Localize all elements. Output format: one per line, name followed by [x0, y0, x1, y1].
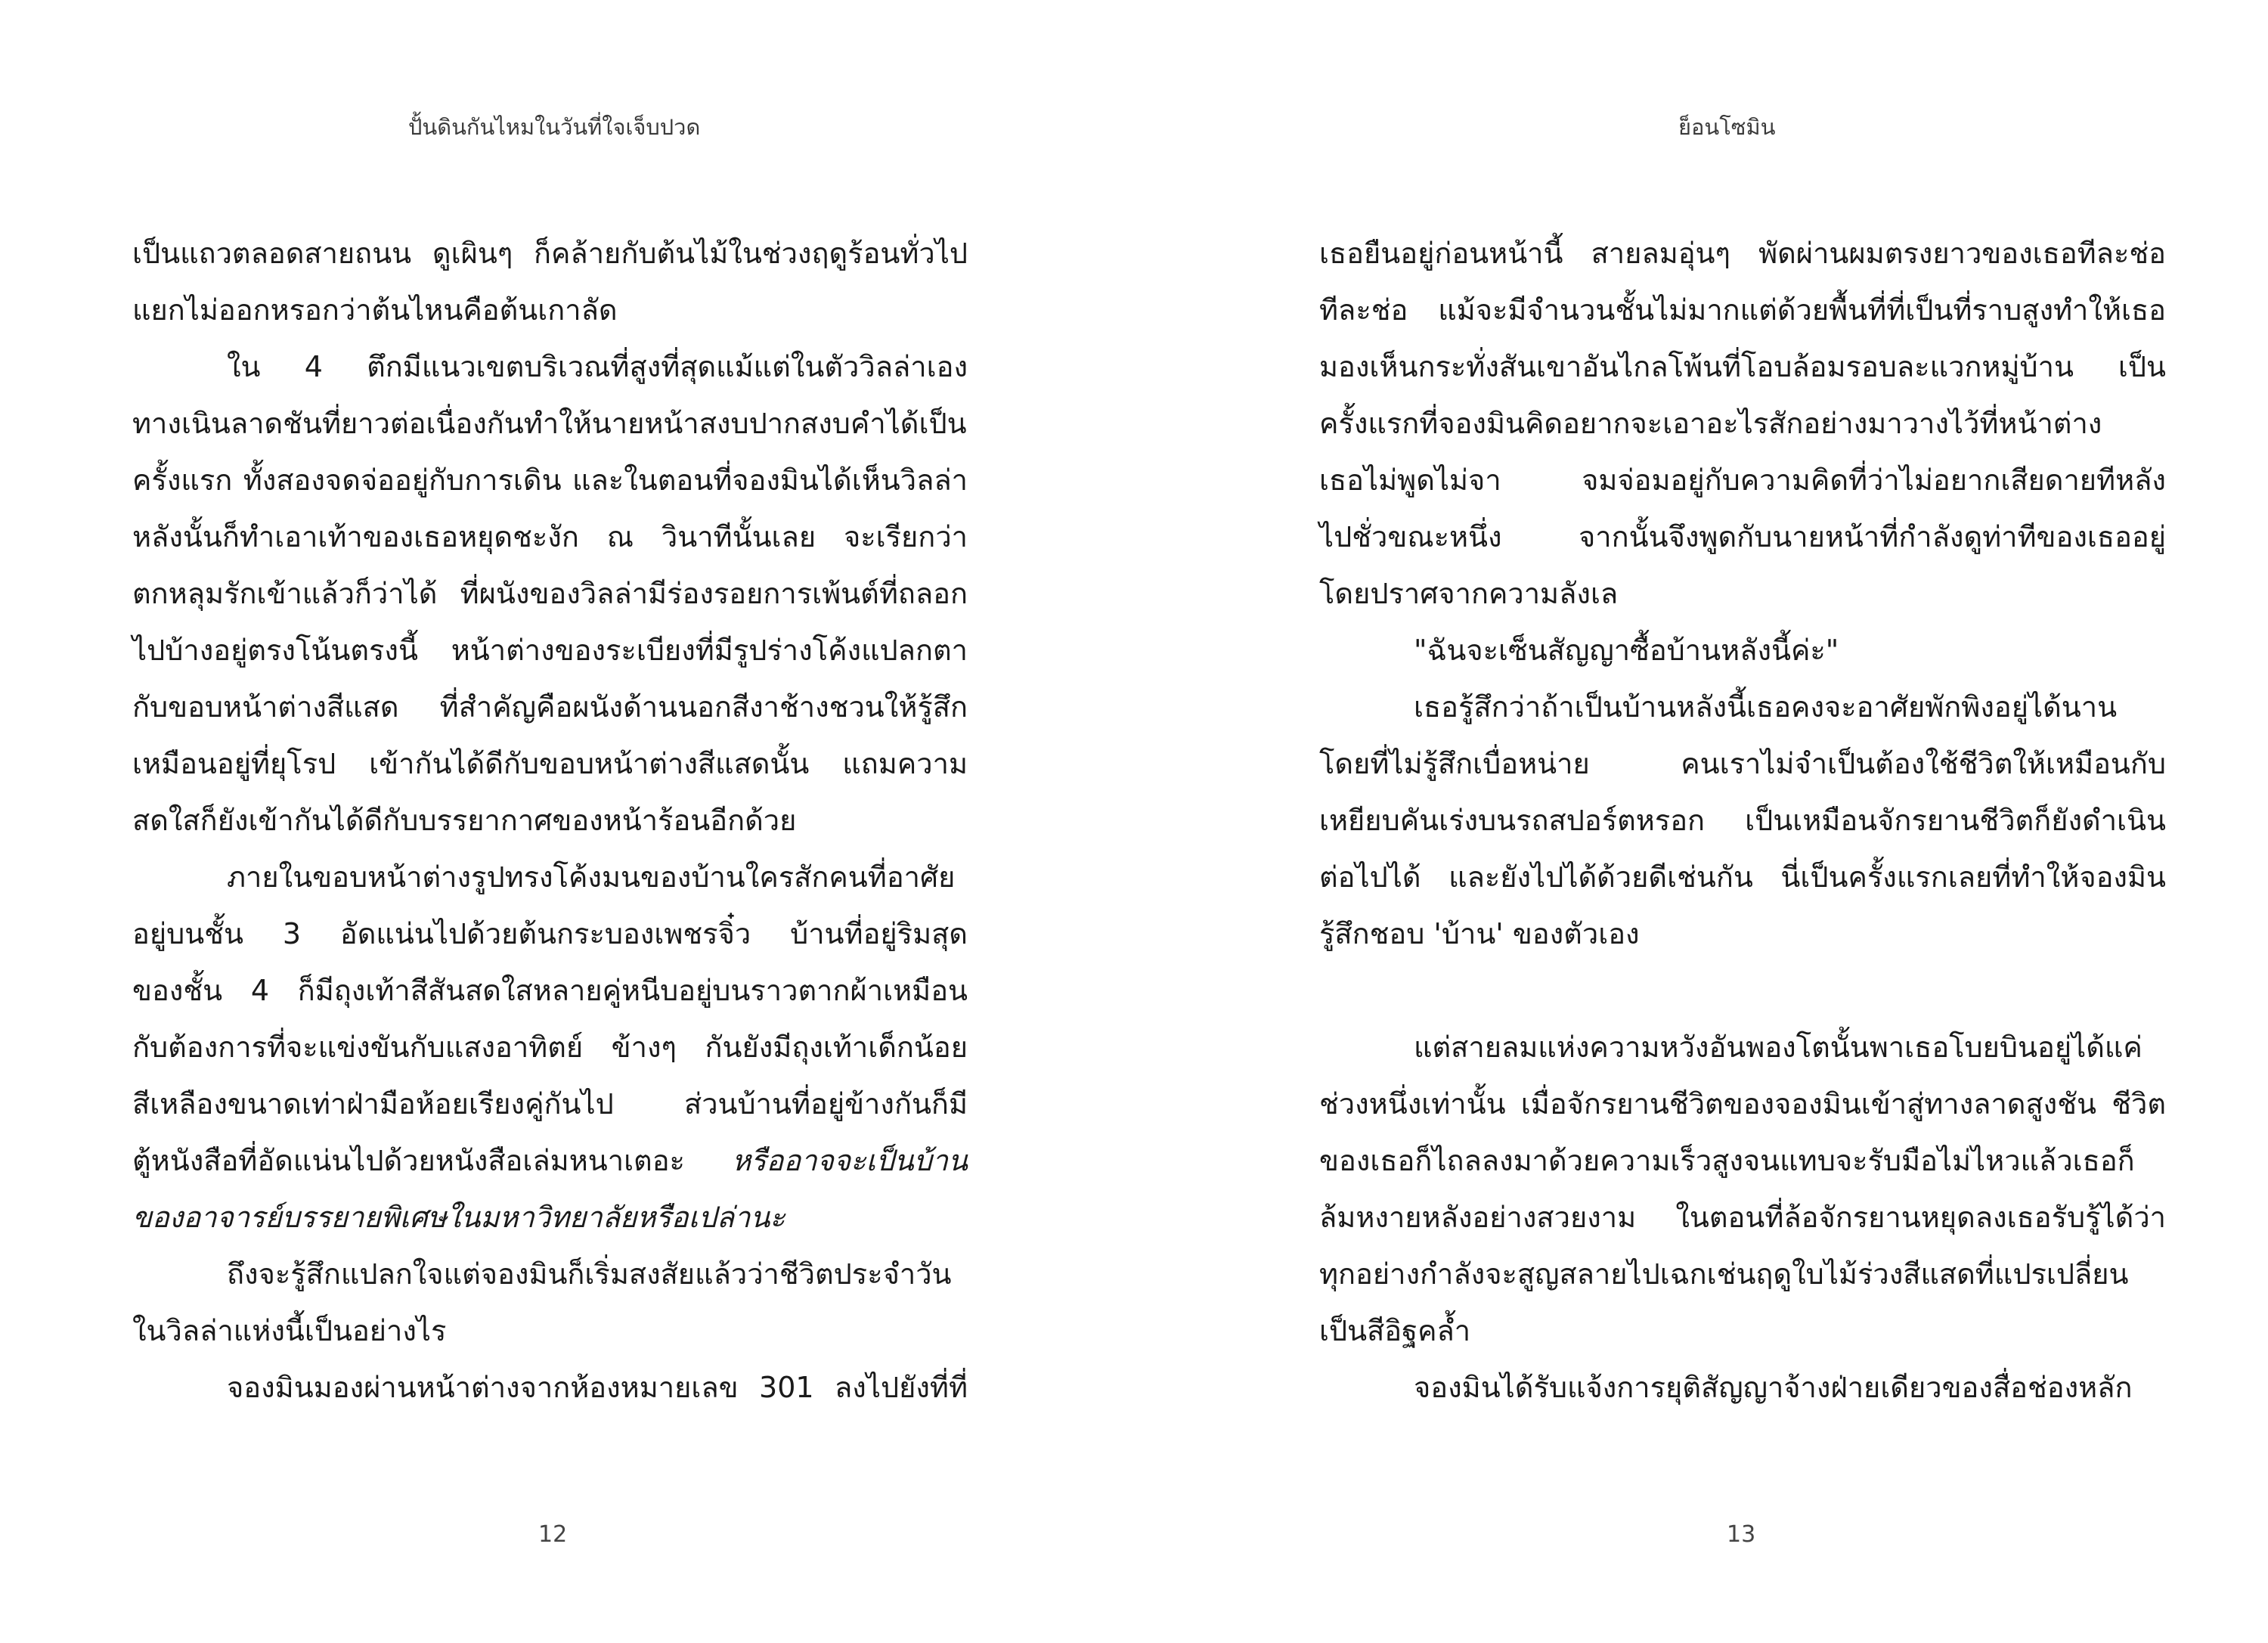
text-line: ล้มหงายหลังอย่างสวยงาม ในตอนที่ล้อจักรยานหยุดลงเธอรับรู้ได้ว่า — [1319, 1201, 2166, 1234]
text-line: ของเธอก็ไถลลงมาด้วยความเร็วสูงจนแทบจะรับมือไม่ไหวแล้วเธอก็ — [1319, 1144, 2135, 1177]
text-line: จองมินมองผ่านหน้าต่างจากห้องหมายเลข 301 ลงไปยังที่ที่ — [227, 1371, 968, 1404]
text-line: ไปชั่วขณะหนึ่ง จากนั้นจึงพูดกับนายหน้าที่กำลังดูท่าทีของเธออยู่ — [1319, 520, 2166, 553]
text-line: เป็นสีอิฐคล้ำ — [1319, 1314, 1471, 1347]
text-line: เป็นแถวตลอดสายถนน ดูเผินๆ ก็คล้ายกับต้นไม้ในช่วงฤดูร้อนทั่วไป — [132, 237, 968, 270]
dialogue-line: "ฉันจะเซ็นสัญญาซื้อบ้านหลังนี้ค่ะ" — [1414, 634, 1839, 667]
text-line: ทีละช่อ แม้จะมีจำนวนชั้นไม่มากแต่ด้วยพื้นที่ที่เป็นที่ราบสูงทำให้เธอ — [1319, 293, 2166, 327]
text-line: สดใสก็ยังเข้ากันได้ดีกับบรรยากาศของหน้าร้อนอีกด้วย — [132, 804, 797, 837]
text-line: รู้สึกชอบ 'บ้าน' ของตัวเอง — [1319, 917, 1640, 950]
text-line: เธอไม่พูดไม่จา จมจ่อมอยู่กับความคิดที่ว่าไม่อยากเสียดายทีหลัง — [1319, 463, 2166, 497]
text-line: หลังนั้นก็ทำเอาเท้าของเธอหยุดชะงัก ณ วินาทีนั้นเลย จะเรียกว่า — [132, 520, 968, 553]
italic-text-segment: หรืออาจจะเป็นบ้าน — [732, 1144, 968, 1177]
section-break — [1319, 963, 2166, 1019]
running-head-author: ย็อนโซมิน — [1678, 114, 1776, 140]
running-head-book-title: ปั้นดินกันไหมในวันที่ใจเจ็บปวด — [408, 114, 701, 140]
page-number: 13 — [1727, 1521, 1756, 1548]
text-line: แยกไม่ออกหรอกว่าต้นไหนคือต้นเกาลัด — [132, 293, 618, 327]
text-line: ของอาจารย์บรรยายพิเศษในมหาวิทยาลัยหรือเปล่านะ — [132, 1201, 785, 1234]
text-line: ทางเนินลาดชันที่ยาวต่อเนื่องกันทำให้นายหน้าสงบปากสงบคำได้เป็น — [132, 407, 967, 440]
text-line: ต่อไปได้ และยังไปได้ด้วยดีเช่นกัน นี่เป็นครั้งแรกเลยที่ทำให้จองมิน — [1319, 860, 2166, 894]
page-number: 12 — [538, 1521, 568, 1548]
text-line — [132, 1133, 968, 1189]
body-text — [132, 225, 968, 1416]
text-line: เหยียบคันเร่งบนรถสปอร์ตหรอก เป็นเหมือนจักรยานชีวิตก็ยังดำเนิน — [1319, 804, 2166, 837]
text-line: เธอยืนอยู่ก่อนหน้านี้ สายลมอุ่นๆ พัดผ่านผมตรงยาวของเธอทีละช่อ — [1319, 237, 2166, 270]
text-segment: ตู้หนังสือที่อัดแน่นไปด้วยหนังสือเล่มหนาเตอะ — [132, 1144, 685, 1177]
text-line: จองมินได้รับแจ้งการยุติสัญญาจ้างฝ่ายเดียวของสื่อช่องหลัก — [1414, 1371, 2133, 1404]
text-line: สีเหลืองขนาดเท่าฝ่ามือห้อยเรียงคู่กันไป ส่วนบ้านที่อยู่ข้างกันก็มี — [132, 1087, 968, 1121]
text-line: โดยที่ไม่รู้สึกเบื่อหน่าย คนเราไม่จำเป็นต้องใช้ชีวิตให้เหมือนกับ — [1319, 747, 2166, 780]
text-line: ครั้งแรกที่จองมินคิดอยากจะเอาอะไรสักอย่างมาวางไว้ที่หน้าต่าง — [1319, 407, 2102, 440]
text-line: ของชั้น 4 ก็มีถุงเท้าสีสันสดใสหลายคู่หนีบอยู่บนราวตากผ้าเหมือน — [132, 974, 968, 1007]
text-line: ใน 4 ตึกมีแนวเขตบริเวณที่สูงที่สุดแม้แต่ในตัววิลล่าเอง — [227, 350, 968, 383]
text-line: ภายในขอบหน้าต่างรูปทรงโค้งมนของบ้านใครสักคนที่อาศัย — [227, 860, 956, 894]
text-line: ช่วงหนึ่งเท่านั้น เมื่อจักรยานชีวิตของจองมินเข้าสู่ทางลาดสูงชัน ชีวิต — [1319, 1087, 2166, 1121]
text-line: โดยปราศจากความลังเล — [1319, 577, 1619, 610]
right-page — [1134, 0, 2268, 1643]
text-line: เธอรู้สึกว่าถ้าเป็นบ้านหลังนี้เธอคงจะอาศัยพักพิงอยู่ได้นาน — [1414, 690, 2118, 724]
text-line: ทุกอย่างกำลังจะสูญสลายไปเฉกเช่นฤดูใบไม้ร่วงสีแสดที่แปรเปลี่ยน — [1319, 1257, 2129, 1291]
text-line: ไปบ้างอยู่ตรงโน้นตรงนี้ หน้าต่างของระเบียงที่มีรูปร่างโค้งแปลกตา — [132, 634, 968, 667]
body-text — [1319, 225, 2166, 1416]
text-line: ตกหลุมรักเข้าแล้วก็ว่าได้ ที่ผนังของวิลล่ามีร่องรอยการเพ้นต์ที่ถลอก — [132, 577, 968, 610]
text-line: มองเห็นกระทั่งสันเขาอันไกลโพ้นที่โอบล้อมรอบละแวกหมู่บ้าน เป็น — [1319, 350, 2166, 383]
text-line: ในวิลล่าแห่งนี้เป็นอย่างไร — [132, 1314, 447, 1347]
text-line: เหมือนอยู่ที่ยุโรป เข้ากันได้ดีกับขอบหน้าต่างสีแสดนั้น แถมความ — [132, 747, 968, 780]
text-line: ถึงจะรู้สึกแปลกใจแต่จองมินก็เริ่มสงสัยแล้วว่าชีวิตประจำวัน — [227, 1257, 952, 1291]
text-line: กับต้องการที่จะแข่งขันกับแสงอาทิตย์ ข้างๆ กันยังมีถุงเท้าเด็กน้อย — [132, 1031, 968, 1064]
text-line: อยู่บนชั้น 3 อัดแน่นไปด้วยต้นกระบองเพชรจิ๋ว บ้านที่อยู่ริมสุด — [132, 917, 968, 950]
text-line: แต่สายลมแห่งความหวังอันพองโตนั้นพาเธอโบยบินอยู่ได้แค่ — [1414, 1031, 2143, 1064]
text-line: ครั้งแรก ทั้งสองจดจ่ออยู่กับการเดิน และในตอนที่จองมินได้เห็นวิลล่า — [132, 463, 968, 497]
text-line: กับขอบหน้าต่างสีแสด ที่สำคัญคือผนังด้านนอกสีงาช้างชวนให้รู้สึก — [132, 690, 968, 724]
